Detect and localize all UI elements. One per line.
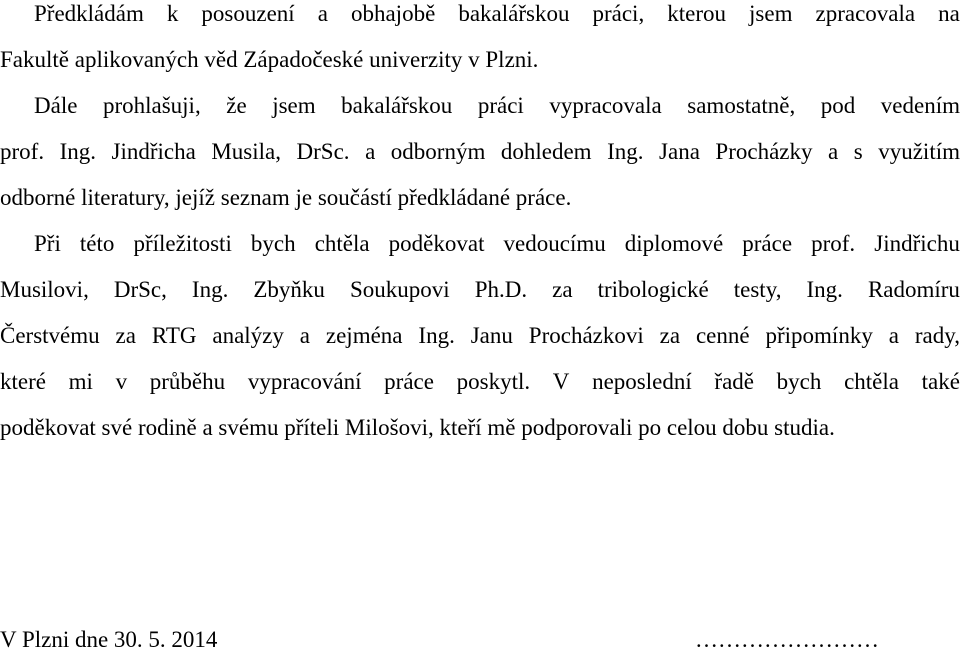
word: vedením xyxy=(880,93,960,118)
word: cenné xyxy=(695,323,750,348)
word: mi xyxy=(68,369,93,394)
paragraph-line: odborné literatury, jejíž seznam je součástí předkládané práce. xyxy=(0,185,572,210)
word: poděkovat xyxy=(388,231,485,256)
signature-line: …………………… xyxy=(695,627,879,652)
word: Ing. xyxy=(191,277,229,302)
word: DrSc. xyxy=(296,139,350,164)
word: analýzy xyxy=(212,323,284,348)
word: bych xyxy=(250,231,296,256)
word: Musilovi, xyxy=(0,277,89,302)
word: Jindřicha xyxy=(111,139,196,164)
word: a xyxy=(299,323,310,348)
word: připomínky xyxy=(765,323,873,348)
paragraph-line: poděkovat své rodině a svému příteli Milošovi, kteří mě podporovali po celou dobu studia. xyxy=(0,415,835,440)
word: Procházky xyxy=(715,139,813,164)
word: práce xyxy=(742,231,793,256)
word: průběhu xyxy=(149,369,226,394)
word: řadě xyxy=(714,369,754,394)
footer xyxy=(0,626,960,654)
word: odborným xyxy=(390,139,486,164)
word: a xyxy=(317,1,328,26)
word: chtěla xyxy=(314,231,370,256)
word: Při xyxy=(34,231,61,256)
word: obhajobě xyxy=(350,1,436,26)
word: bych xyxy=(776,369,822,394)
word: této xyxy=(79,231,115,256)
paragraph-line xyxy=(0,92,960,120)
word: s xyxy=(853,139,863,164)
word: vedoucímu xyxy=(503,231,606,256)
word: za xyxy=(659,323,681,348)
word: práci xyxy=(477,93,524,118)
word: prof. xyxy=(811,231,856,256)
word: bakalářskou xyxy=(458,1,570,26)
word: a xyxy=(365,139,376,164)
word: příležitosti xyxy=(133,231,232,256)
word: pod xyxy=(820,93,856,118)
word: neposlední xyxy=(592,369,692,394)
word: na xyxy=(938,1,960,26)
word: za xyxy=(552,277,573,302)
word: Procházkovi xyxy=(528,323,644,348)
paragraph-line xyxy=(0,0,960,28)
word: Radomíru xyxy=(867,277,960,302)
word: V xyxy=(552,369,570,394)
word: využitím xyxy=(878,139,960,164)
word: Ing. xyxy=(59,139,97,164)
word: k xyxy=(166,1,179,26)
word: kterou xyxy=(667,1,726,26)
word: také xyxy=(921,369,960,394)
word: za xyxy=(115,323,136,348)
word: práci, xyxy=(592,1,645,26)
word: práce xyxy=(384,369,434,394)
word: Dále xyxy=(34,93,78,118)
word: dohledem xyxy=(500,139,592,164)
word: chtěla xyxy=(844,369,899,394)
word: jsem xyxy=(272,93,316,118)
word: bakalářskou xyxy=(341,93,453,118)
word: prohlašuji, xyxy=(102,93,201,118)
word: Ing. xyxy=(418,323,455,348)
word: testy, xyxy=(733,277,782,302)
word: posouzení xyxy=(201,1,295,26)
paragraph-line xyxy=(0,230,960,258)
word: jsem xyxy=(749,1,793,26)
word: že xyxy=(226,93,247,118)
word: Zbyňku xyxy=(253,277,325,302)
word: v xyxy=(115,369,128,394)
paragraph-line xyxy=(0,138,960,166)
word: Jindřichu xyxy=(874,231,960,256)
word: zpracovala xyxy=(815,1,916,26)
word: Ing. xyxy=(607,139,644,164)
word: tribologické xyxy=(597,277,709,302)
word: diplomové xyxy=(624,231,724,256)
word: Ing. xyxy=(806,277,843,302)
word: DrSc, xyxy=(113,277,167,302)
paragraph-line xyxy=(0,368,960,396)
word: RTG xyxy=(151,323,197,348)
word: prof. xyxy=(0,139,45,164)
word: Jana xyxy=(659,139,700,164)
word: a xyxy=(828,139,839,164)
word: Janu xyxy=(470,323,513,348)
word: rady, xyxy=(914,323,960,348)
word: Soukupovi xyxy=(349,277,450,302)
word: zejména xyxy=(325,323,403,348)
word: vypracování xyxy=(247,369,362,394)
place-and-date: V Plzni dne 30. 5. 2014 xyxy=(0,627,218,652)
word: Předkládám xyxy=(34,1,144,26)
word: Čerstvému xyxy=(0,323,100,348)
paragraph-line: Fakultě aplikovaných věd Západočeské univerzity v Plzni. xyxy=(0,47,539,72)
word: poskytl. xyxy=(456,369,531,394)
word: samostatně, xyxy=(687,93,796,118)
paragraph-line xyxy=(0,322,960,350)
word: které xyxy=(0,369,46,394)
word: a xyxy=(888,323,899,348)
word: Musila, xyxy=(211,139,281,164)
paragraph-line xyxy=(0,276,960,304)
word: Ph.D. xyxy=(474,277,528,302)
word: vypracovala xyxy=(549,93,662,118)
